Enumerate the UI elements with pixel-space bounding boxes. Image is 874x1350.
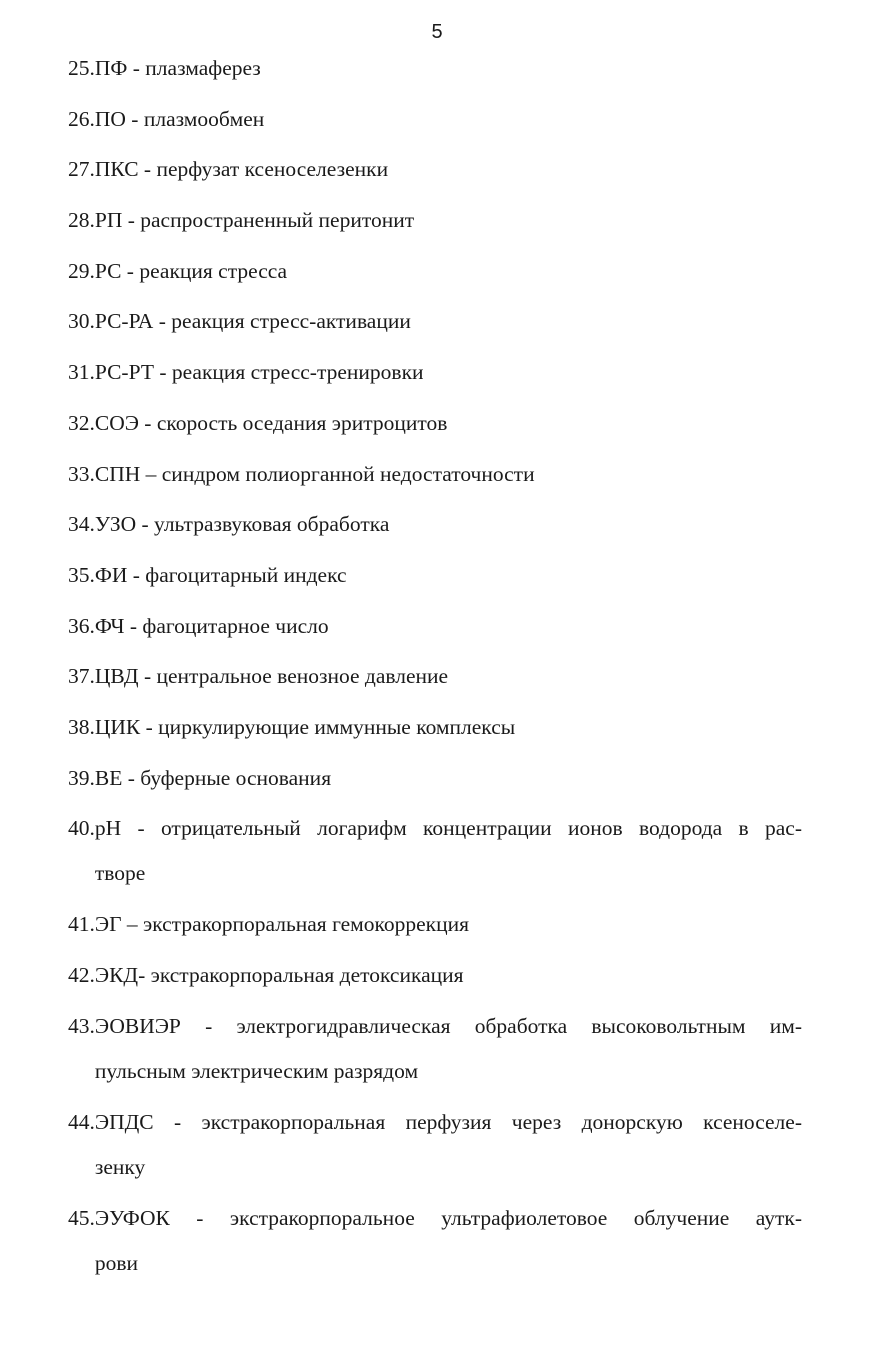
- item-text: ПО - плазмообмен: [94, 106, 265, 131]
- item-text: СОЭ - скорость оседания эритроцитов: [94, 410, 448, 435]
- item-text: ПФ - плазмаферез: [94, 56, 261, 80]
- item-text: ЭКД- экстракорпоральная детоксикация: [94, 963, 464, 987]
- item-text: РС-РТ - реакция стресс-тренировки: [94, 360, 424, 385]
- item-text: ЦИК - циркулирующие иммунные комплексы: [94, 714, 516, 739]
- page-number: 5: [431, 21, 443, 43]
- item-text: РП - распространенный перитонит: [94, 208, 415, 233]
- list-item: [68, 1110, 802, 1190]
- item-number: 38.: [68, 714, 95, 739]
- list-item: [68, 963, 802, 988]
- item-text-line: ЭУФОК - экстракорпоральное ультрафиолетовое облучение аутк-: [94, 1205, 802, 1230]
- item-text: РС-РА - реакция стресс-активации: [94, 309, 411, 334]
- abbreviation-list: [68, 56, 802, 1302]
- item-number: 44.: [68, 1109, 95, 1134]
- item-number: 27.: [68, 157, 95, 182]
- item-text-line: рови: [94, 1250, 139, 1275]
- list-item: [68, 462, 802, 487]
- list-item: [68, 715, 802, 740]
- list-item: [68, 816, 802, 896]
- list-item: [68, 208, 802, 233]
- list-item: [68, 107, 802, 132]
- item-number: 25.: [68, 56, 95, 80]
- list-item: [68, 664, 802, 689]
- item-text: BE - буферные основания: [94, 765, 332, 790]
- item-number: 30.: [68, 309, 95, 334]
- item-text: [95, 1100, 802, 1190]
- item-number: 41.: [68, 912, 95, 937]
- item-number: 28.: [68, 208, 95, 233]
- item-number: 32.: [68, 410, 95, 435]
- item-number: 29.: [68, 258, 95, 283]
- item-text-line: пульсным электрическим разрядом: [94, 1058, 419, 1083]
- item-text: ЦВД - центральное венозное давление: [94, 664, 449, 689]
- item-text: ПКС - перфузат ксеноселезенки: [94, 157, 389, 182]
- item-number: 35.: [68, 562, 95, 587]
- item-text: ФЧ - фагоцитарное число: [94, 613, 329, 638]
- list-item: [68, 411, 802, 436]
- item-number: 26.: [68, 106, 95, 131]
- list-item: [68, 56, 802, 81]
- item-text: [95, 806, 802, 896]
- item-text: [95, 1004, 802, 1094]
- list-item: [68, 309, 802, 334]
- item-text: [95, 1196, 802, 1286]
- item-text: УЗО - ультразвуковая обработка: [94, 512, 390, 537]
- item-number: 42.: [68, 963, 95, 987]
- item-text: РС - реакция стресса: [94, 258, 288, 283]
- item-text-line: зенку: [94, 1154, 146, 1179]
- list-item: [68, 912, 802, 937]
- list-item: [68, 512, 802, 537]
- item-number: 31.: [68, 360, 95, 385]
- list-item: [68, 563, 802, 588]
- item-number: 45.: [68, 1205, 95, 1230]
- item-number: 34.: [68, 512, 95, 537]
- list-item: [68, 1206, 802, 1286]
- list-item: [68, 157, 802, 182]
- item-number: 40.: [68, 816, 95, 841]
- item-text-line: ЭПДС - экстракорпоральная перфузия через донорскую ксеноселе-: [94, 1109, 802, 1134]
- list-item: [68, 360, 802, 385]
- item-number: 36.: [68, 613, 95, 638]
- list-item: [68, 766, 802, 791]
- item-text: СПН – синдром полиорганной недостаточности: [94, 461, 535, 486]
- item-number: 39.: [68, 765, 95, 790]
- item-number: 37.: [68, 664, 95, 689]
- item-text-line: pH - отрицательный логарифм концентрации ионов водорода в рас-: [94, 816, 802, 841]
- item-text: ФИ - фагоцитарный индекс: [94, 562, 347, 587]
- list-item: [68, 614, 802, 639]
- item-number: 33.: [68, 461, 95, 486]
- item-text: ЭГ – экстракорпоральная гемокоррекция: [94, 912, 469, 937]
- list-item: [68, 1014, 802, 1094]
- list-item: [68, 259, 802, 284]
- item-number: 43.: [68, 1013, 95, 1038]
- item-text-line: ЭОВИЭР - электрогидравлическая обработка высоковольтным им-: [94, 1013, 802, 1038]
- item-text-line: творе: [94, 861, 146, 886]
